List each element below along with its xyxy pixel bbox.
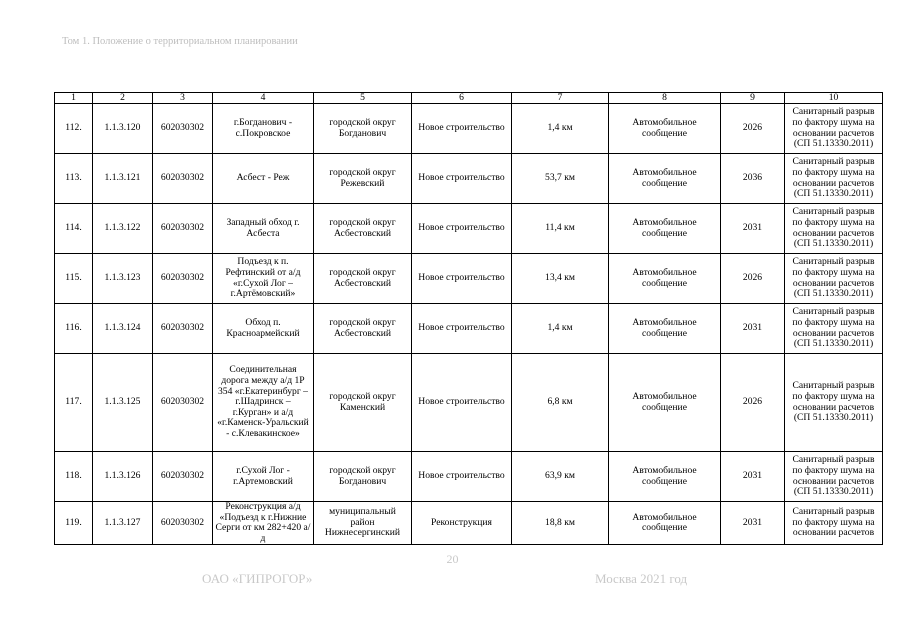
classifier-cell: 602030302 [153, 354, 213, 452]
status-cell: Новое строительство [412, 304, 512, 354]
planning-table [54, 92, 883, 545]
table-row [55, 452, 883, 502]
location-cell: городской округ Богданович [314, 104, 412, 154]
footer-city-year: Москва 2021 год [595, 571, 688, 586]
length-cell: 63,9 км [512, 452, 609, 502]
location-cell: муниципальный район Нижнесергинский [314, 502, 412, 545]
purpose-cell: Автомобильное сообщение [609, 254, 721, 304]
table-row [55, 154, 883, 204]
code-cell: 1.1.3.123 [93, 254, 153, 304]
column-header: 7 [512, 93, 609, 104]
row-number-cell: 114. [55, 204, 93, 254]
object-name-cell: Западный обход г. Асбеста [213, 204, 314, 254]
code-cell: 1.1.3.122 [93, 204, 153, 254]
zone-cell: Санитарный разрыв по фактору шума на основании расчетов (СП 51.13330.2011) [785, 304, 883, 354]
location-cell: городской округ Асбестовский [314, 254, 412, 304]
length-cell: 18,8 км [512, 502, 609, 545]
classifier-cell: 602030302 [153, 304, 213, 354]
classifier-cell: 602030302 [153, 154, 213, 204]
status-cell: Новое строительство [412, 154, 512, 204]
object-name-cell: Асбест - Реж [213, 154, 314, 204]
zone-cell: Санитарный разрыв по фактору шума на основании расчетов (СП 51.13330.2011) [785, 154, 883, 204]
purpose-cell: Автомобильное сообщение [609, 304, 721, 354]
status-cell: Новое строительство [412, 254, 512, 304]
classifier-cell: 602030302 [153, 502, 213, 545]
zone-cell: Санитарный разрыв по фактору шума на основании расчетов (СП 51.13330.2011) [785, 104, 883, 154]
status-cell: Реконструкция [412, 502, 512, 545]
year-cell: 2026 [721, 254, 785, 304]
table-header-row [55, 93, 883, 104]
table-row [55, 104, 883, 154]
code-cell: 1.1.3.120 [93, 104, 153, 154]
column-header: 2 [93, 93, 153, 104]
code-cell: 1.1.3.127 [93, 502, 153, 545]
length-cell: 13,4 км [512, 254, 609, 304]
zone-cell: Санитарный разрыв по фактору шума на основании расчетов (СП 51.13330.2011) [785, 354, 883, 452]
length-cell: 6,8 км [512, 354, 609, 452]
year-cell: 2026 [721, 354, 785, 452]
status-cell: Новое строительство [412, 354, 512, 452]
location-cell: городской округ Богданович [314, 452, 412, 502]
code-cell: 1.1.3.126 [93, 452, 153, 502]
code-cell: 1.1.3.121 [93, 154, 153, 204]
zone-cell: Санитарный разрыв по фактору шума на основании расчетов [785, 502, 883, 545]
object-name-cell: Обход п. Красноармейский [213, 304, 314, 354]
status-cell: Новое строительство [412, 452, 512, 502]
location-cell: городской округ Каменский [314, 354, 412, 452]
page-number: 20 [446, 552, 459, 566]
row-number-cell: 112. [55, 104, 93, 154]
zone-cell: Санитарный разрыв по фактору шума на основании расчетов (СП 51.13330.2011) [785, 254, 883, 304]
column-header: 8 [609, 93, 721, 104]
purpose-cell: Автомобильное сообщение [609, 502, 721, 545]
year-cell: 2031 [721, 502, 785, 545]
status-cell: Новое строительство [412, 104, 512, 154]
table-row [55, 254, 883, 304]
row-number-cell: 113. [55, 154, 93, 204]
column-header: 10 [785, 93, 883, 104]
object-name-cell: г.Богданович - с.Покровское [213, 104, 314, 154]
column-header: 6 [412, 93, 512, 104]
location-cell: городской округ Асбестовский [314, 304, 412, 354]
length-cell: 11,4 км [512, 204, 609, 254]
purpose-cell: Автомобильное сообщение [609, 204, 721, 254]
length-cell: 53,7 км [512, 154, 609, 204]
row-number-cell: 119. [55, 502, 93, 545]
purpose-cell: Автомобильное сообщение [609, 452, 721, 502]
code-cell: 1.1.3.125 [93, 354, 153, 452]
status-cell: Новое строительство [412, 204, 512, 254]
purpose-cell: Автомобильное сообщение [609, 154, 721, 204]
year-cell: 2031 [721, 452, 785, 502]
zone-cell: Санитарный разрыв по фактору шума на основании расчетов (СП 51.13330.2011) [785, 204, 883, 254]
code-cell: 1.1.3.124 [93, 304, 153, 354]
column-header: 9 [721, 93, 785, 104]
column-header: 1 [55, 93, 93, 104]
table-row [55, 204, 883, 254]
year-cell: 2026 [721, 104, 785, 154]
row-number-cell: 118. [55, 452, 93, 502]
object-name-cell: Реконструкция а/д «Подъезд к г.Нижние Серги от км 282+420 а/д [213, 502, 314, 545]
table-row [55, 354, 883, 452]
table-row [55, 502, 883, 545]
object-name-cell: Подъезд к п. Рефтинский от а/д «г.Сухой Лог – г.Артёмовский» [213, 254, 314, 304]
year-cell: 2031 [721, 204, 785, 254]
object-name-cell: Соединительная дорога между а/д 1Р 354 «г.Екатеринбург – г.Шадринск – г.Курган» и а/д «г.Каменск-Уральский - с.Клевакинское» [213, 354, 314, 452]
classifier-cell: 602030302 [153, 204, 213, 254]
length-cell: 1,4 км [512, 104, 609, 154]
purpose-cell: Автомобильное сообщение [609, 354, 721, 452]
document-header-title: Том 1. Положение о территориальном планировании [62, 36, 298, 47]
purpose-cell: Автомобильное сообщение [609, 104, 721, 154]
year-cell: 2031 [721, 304, 785, 354]
classifier-cell: 602030302 [153, 452, 213, 502]
object-name-cell: г.Сухой Лог - г.Артемовский [213, 452, 314, 502]
table-row [55, 304, 883, 354]
footer-organization: ОАО «ГИПРОГОР» [202, 571, 313, 586]
classifier-cell: 602030302 [153, 104, 213, 154]
column-header: 4 [213, 93, 314, 104]
length-cell: 1,4 км [512, 304, 609, 354]
year-cell: 2036 [721, 154, 785, 204]
row-number-cell: 117. [55, 354, 93, 452]
column-header: 3 [153, 93, 213, 104]
column-header: 5 [314, 93, 412, 104]
row-number-cell: 116. [55, 304, 93, 354]
classifier-cell: 602030302 [153, 254, 213, 304]
location-cell: городской округ Режевский [314, 154, 412, 204]
location-cell: городской округ Асбестовский [314, 204, 412, 254]
row-number-cell: 115. [55, 254, 93, 304]
zone-cell: Санитарный разрыв по фактору шума на основании расчетов (СП 51.13330.2011) [785, 452, 883, 502]
